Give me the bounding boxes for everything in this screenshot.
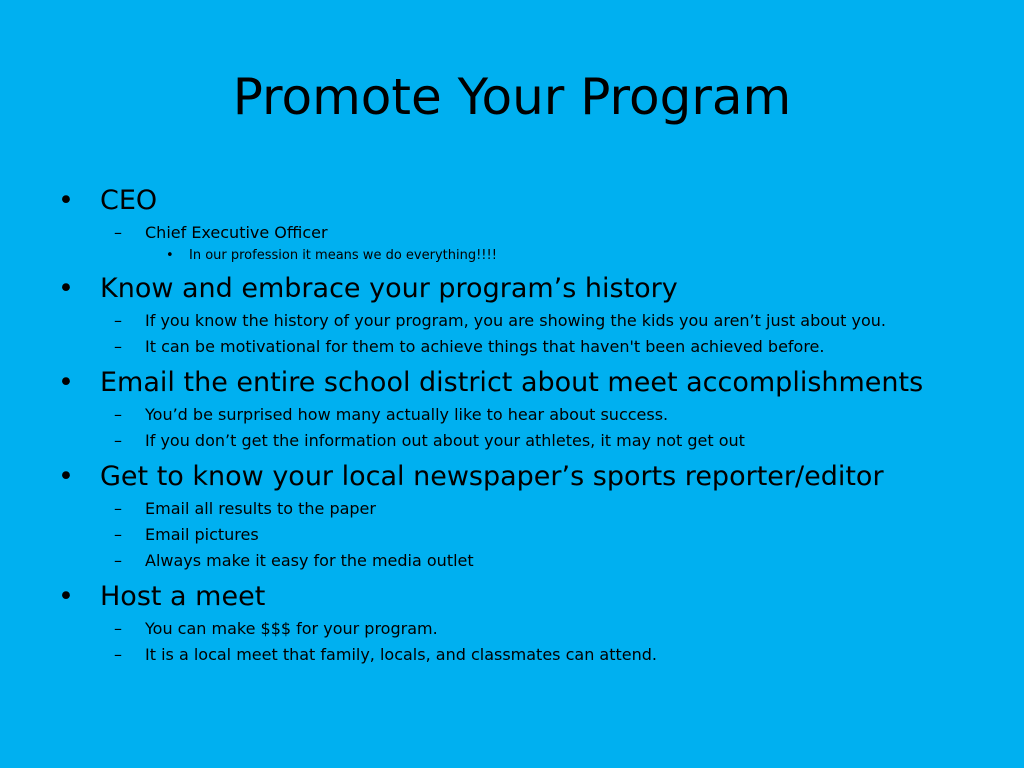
dash-marker: – bbox=[114, 337, 122, 356]
bullet-email-district bbox=[58, 364, 1008, 402]
sub-bullet bbox=[58, 642, 1008, 668]
sub-bullet-text: If you don’t get the information out about your athletes, it may not get out bbox=[145, 431, 745, 450]
sub-sub-bullet-text: In our profession it means we do everything!!!! bbox=[189, 248, 497, 263]
sub-bullet bbox=[58, 496, 1008, 522]
sub-bullet bbox=[58, 334, 1008, 360]
sub-bullet-text: You can make $$$ for your program. bbox=[145, 619, 438, 638]
sub-bullet bbox=[58, 308, 1008, 334]
sub-bullet-text: If you know the history of your program, you are showing the kids you aren’t just about you. bbox=[145, 311, 887, 330]
bullet-host-meet bbox=[58, 578, 1008, 616]
sub-bullet bbox=[58, 428, 1008, 454]
bullet-newspaper bbox=[58, 458, 1008, 496]
bullet-text: Email the entire school district about meet accomplishments bbox=[100, 367, 924, 398]
sub-bullet-text: You’d be surprised how many actually like to hear about success. bbox=[145, 405, 669, 424]
dash-marker: – bbox=[114, 525, 122, 544]
sub-bullet bbox=[58, 522, 1008, 548]
sub-bullet-text: It can be motivational for them to achieve things that haven't been achieved before. bbox=[145, 337, 825, 356]
dash-marker: – bbox=[114, 311, 122, 330]
bullet-text: Get to know your local newspaper’s sports reporter/editor bbox=[100, 461, 884, 492]
bullet-text: Know and embrace your program’s history bbox=[100, 273, 678, 304]
dash-marker: – bbox=[114, 223, 122, 242]
dash-marker: – bbox=[114, 551, 122, 570]
sub-sub-bullet bbox=[58, 246, 1008, 266]
sub-bullet-text: It is a local meet that family, locals, and classmates can attend. bbox=[145, 645, 657, 664]
bullet-marker: • bbox=[58, 461, 74, 492]
dash-marker: – bbox=[114, 431, 122, 450]
dash-marker: – bbox=[114, 405, 122, 424]
bullet-list bbox=[58, 178, 1008, 668]
dash-marker: – bbox=[114, 619, 122, 638]
bullet-marker: • bbox=[58, 581, 74, 612]
slide-title: Promote Your Program bbox=[232, 68, 792, 126]
sub-bullet bbox=[58, 616, 1008, 642]
bullet-marker: • bbox=[58, 367, 74, 398]
sub-bullet bbox=[58, 220, 1008, 246]
bullet-ceo bbox=[58, 182, 1008, 220]
bullet-marker: • bbox=[58, 273, 74, 304]
bullet-text: Host a meet bbox=[100, 581, 266, 612]
sub-bullet bbox=[58, 548, 1008, 574]
sub-bullet-text: Chief Executive Officer bbox=[145, 223, 328, 242]
sub-bullet-text: Email pictures bbox=[145, 525, 259, 544]
dash-marker: – bbox=[114, 499, 122, 518]
bullet-text: CEO bbox=[100, 185, 158, 216]
dash-marker: – bbox=[114, 645, 122, 664]
bullet-marker: • bbox=[166, 248, 174, 263]
sub-bullet bbox=[58, 402, 1008, 428]
bullet-marker: • bbox=[58, 185, 74, 216]
sub-bullet-text: Always make it easy for the media outlet bbox=[145, 551, 474, 570]
sub-bullet-text: Email all results to the paper bbox=[145, 499, 376, 518]
bullet-history bbox=[58, 270, 1008, 308]
